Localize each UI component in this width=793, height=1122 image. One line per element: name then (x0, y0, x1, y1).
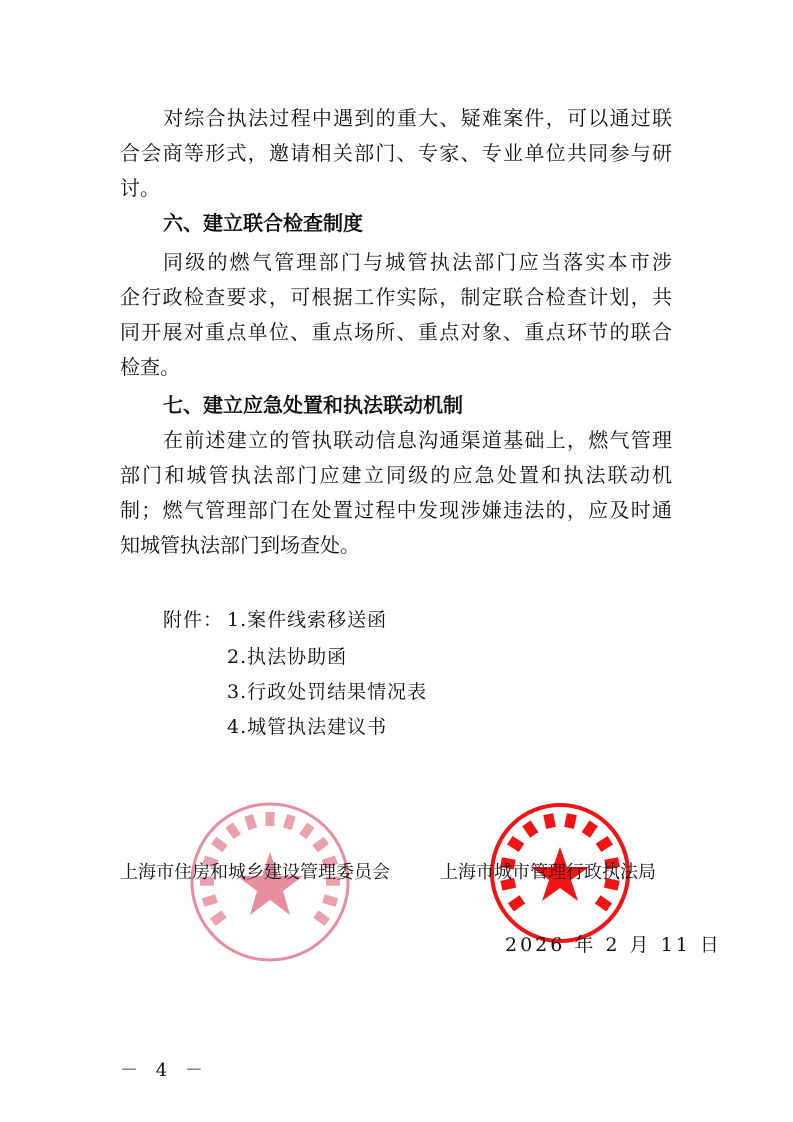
seal-glyph-mark (526, 823, 534, 835)
seal-glyph-mark (316, 914, 327, 922)
seal-glyph-mark (214, 840, 225, 848)
seal-glyph-mark (229, 825, 237, 836)
seal-glyph-mark (249, 815, 253, 828)
paragraph-line: 知城管执法部门到场查处。 (120, 533, 360, 557)
paragraph-line: 同级的燃气管理部门与城管执法部门应当落实本市涉 (163, 250, 672, 274)
paragraph-line: 合会商等形式，邀请相关部门、专家、专业单位共同参与研 (120, 141, 672, 165)
signature-right: 上海市城市管理行政执法局 (440, 862, 656, 883)
paragraph-line: 对综合执法过程中遇到的重大、疑难案件，可以通过联 (163, 106, 672, 130)
seal-glyph-mark (324, 899, 337, 903)
paragraph-line: 在前述建立的管执联动信息沟通渠道基础上，燃气管理 (163, 428, 672, 452)
paragraph-line: 企行政检查要求，可根据工作实际，制定联合检查计划，共 (120, 285, 672, 309)
document-date: 2026 年 2 月 11 日 (505, 934, 722, 956)
seal-glyph-mark (511, 899, 522, 907)
seal-glyph-mark (586, 823, 594, 835)
seal-glyph-mark (598, 899, 609, 907)
paragraph-line: 部门和城管执法部门应建立同级的应急处置和执法联动机 (120, 463, 672, 487)
seal-glyph-mark (510, 840, 522, 848)
paragraph-line: 讨。 (120, 176, 160, 200)
signature-left: 上海市住房和城乡建设管理委员会 (120, 862, 390, 883)
seal-glyph-mark (548, 814, 551, 828)
seal-glyph-mark (569, 814, 572, 828)
seal-glyph-mark (315, 840, 326, 848)
page-number: － 4 － (120, 1060, 209, 1081)
seal-glyph-mark (287, 815, 291, 828)
attachment-item: 3.行政处罚结果情况表 (227, 681, 428, 703)
seal-glyph-mark (303, 825, 311, 836)
attachment-item: 4.城管执法建议书 (227, 716, 388, 738)
section-heading-6: 六、建立联合检查制度 (163, 211, 363, 235)
paragraph-line: 检查。 (120, 355, 180, 379)
attachment-item: 1.案件线索移送函 (227, 609, 388, 631)
seal-glyph-mark (598, 840, 610, 848)
paragraph-line: 制；燃气管理部门在处置过程中发现涉嫌违法的，应及时通 (120, 498, 672, 522)
attachments-label: 附件： (163, 609, 224, 631)
section-heading-7: 七、建立应急处置和执法联动机制 (163, 393, 463, 417)
seal-glyph-mark (203, 899, 216, 903)
paragraph-line: 同开展对重点单位、重点场所、重点对象、重点环节的联合 (120, 320, 672, 344)
seal-glyph-mark (213, 914, 224, 922)
attachment-item: 2.执法协助函 (227, 646, 348, 668)
